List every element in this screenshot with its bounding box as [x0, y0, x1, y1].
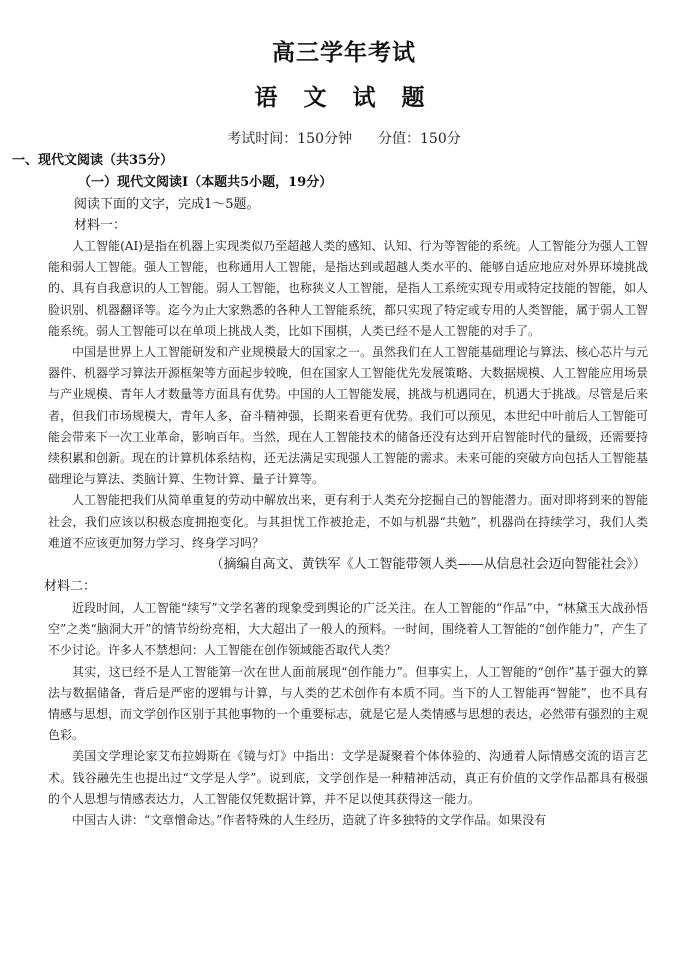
material2-paragraph: 美国文学理论家艾布拉姆斯在《镜与灯》中指出：文学是凝聚着个体体验的、沟通着人际情感交流的语言艺术。钱谷融先生也提出过“文学是人学”。说到底，文学创作是一种精神活动，真正有价值的文学作品都具有极强的个人思想与情感表达力，人工智能仅凭数据计算，并不足以使其获得这一能力。	[48, 749, 648, 806]
exam-content	[12, 150, 649, 831]
material2-paragraph: 近段时间，人工智能“续写”文学名著的现象受到舆论的广泛关注。在人工智能的“作品”中，“林黛玉大战孙悟空”之类“脑洞大开”的情节纷纷亮相，大大超出了一般人的预料。一时间，围绕着人工智能的“创作能力”，产生了不少讨论。许多人不禁想问：人工智能在创作领域能否取代人类？	[48, 601, 648, 658]
material2-paragraph: 其实，这已经不是人工智能第一次在世人面前展现“创作能力”。但事实上，人工智能的“创作”基于强大的算法与数据储备，背后是严密的逻辑与计算，与人类的艺术创作有本质不同。当下的人工智能再“智能”，也不具有情感与思想，而文学创作区别于其他事物的一个重要标志，就是它是人类情感与思想的表达，必然带有强烈的主观色彩。	[48, 664, 649, 743]
material2-paragraph: 中国古人讲：“文章憎命达。”作者特殊的人生经历，造就了许多独特的文学作品。如果没有	[72, 813, 547, 828]
subsection-heading: （一）现代文阅读Ⅰ（本题共5小题，19分）	[78, 175, 333, 190]
exam-score: 分值：150分	[378, 131, 461, 147]
subject-title: 语 文 试 题	[254, 85, 434, 111]
material1-paragraph: 人工智能(AI)是指在机器上实现类似乃至超越人类的感知、认知、行为等智能的系统。人工智能分为强人工智能和弱人工智能。强人工智能，也称通用人工智能，是指达到或超越人类水平的、能够自适应地应对外界环境挑战的、具有自我意识的人工智能。弱人工智能，也称狭义人工智能，是指人工系统实现专用或特定技能的智能，如人脸识别、机器翻译等。迄今为止大家熟悉的各种人工智能系统，都只实现了特定或专用的人类智能，属于弱人工智能系统。弱人工智能可以在单项上挑战人类，比如下围棋，人类已经不是人工智能的对手了。	[48, 239, 649, 338]
exam-time: 考试时间：150分钟	[227, 131, 352, 147]
material1-label: 材料一：	[74, 218, 127, 233]
material1-source: （摘编自高文、黄铁军《人工智能带领人类——从信息社会迈向智能社会》）	[210, 557, 646, 573]
exam-title: 高三学年考试	[272, 40, 416, 66]
material1-paragraph: 中国是世界上人工智能研发和产业规模最大的国家之一。虽然我们在人工智能基础理论与算法、核心芯片与元器件、机器学习算法开源框架等方面起步较晚，但在国家人工智能优先发展策略、大数据规模、人工智能应用场景与产业规模、青年人才数量等方面具有优势。中国的人工智能发展，挑战与机遇同在，机遇大于挑战。尽管是后来者，但我们市场规模大，青年人多，奋斗精神强，长期来看更有优势。我们可以预见，本世纪中叶前后人工智能可能会带来下一次工业革命，影响百年。当然，现在人工智能技术的储备还没有达到开启智能时代的量级，还需要持续积累和创新。现在的计算机体系结构，还无法满足实现强人工智能的需求。未来可能的突破方向包括人工智能基础理论与算法、类脑计算、生物计算、量子计算等。	[48, 345, 649, 487]
material1-paragraph: 人工智能把我们从简单重复的劳动中解放出来，更有利于人类充分挖掘自己的智能潜力。面对即将到来的智能社会，我们应该以积极态度拥抱变化。与其担忧工作被抢走，不如与机器“共勉”，机器尚在持续学习，我们人类难道不应该更加努力学习、终身学习吗？	[48, 493, 649, 550]
exam-meta	[0, 128, 688, 148]
section-heading: 一、现代文阅读（共35分）	[12, 153, 174, 168]
material2-label: 材料二：	[44, 579, 97, 595]
reading-instruction: 阅读下面的文字，完成1～5题。	[74, 197, 260, 212]
